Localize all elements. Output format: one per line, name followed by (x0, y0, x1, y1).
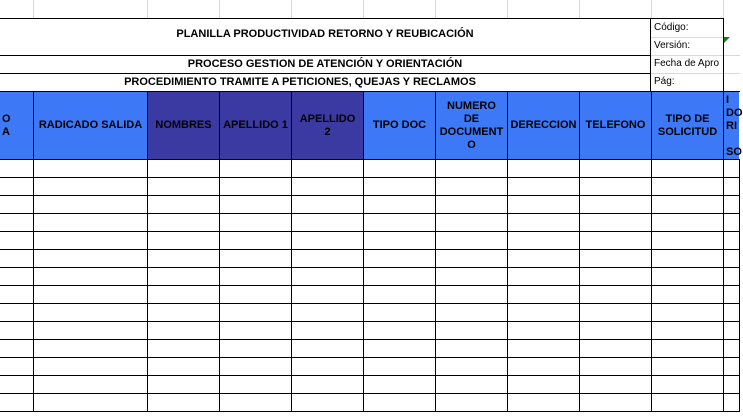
grid-cell[interactable] (724, 358, 740, 376)
grid-cell[interactable] (220, 196, 292, 214)
grid-cell[interactable] (148, 340, 220, 358)
grid-cell[interactable] (292, 232, 364, 250)
grid-cell[interactable] (508, 160, 580, 178)
grid-cell[interactable] (0, 196, 34, 214)
grid-cell[interactable] (364, 340, 436, 358)
grid-cell[interactable] (724, 394, 740, 412)
meta-fecha: Fecha de Apro (654, 58, 720, 69)
grid-cell[interactable] (508, 268, 580, 286)
column-header-4[interactable]: APELLIDO 1 (220, 92, 291, 159)
grid-cell[interactable] (34, 304, 148, 322)
column-header-8[interactable]: DERECCION (508, 92, 579, 159)
grid-cell[interactable] (292, 250, 364, 268)
grid-cell[interactable] (508, 178, 580, 196)
grid-cell[interactable] (436, 250, 508, 268)
grid-cell[interactable] (508, 214, 580, 232)
column-header-1[interactable]: O A (0, 92, 33, 159)
grid-cell[interactable] (0, 214, 34, 232)
grid-cell[interactable] (652, 160, 724, 178)
grid-cell[interactable] (580, 160, 652, 178)
grid-cell[interactable] (436, 394, 508, 412)
grid-cell[interactable] (220, 394, 292, 412)
grid-cell[interactable] (508, 304, 580, 322)
grid-cell[interactable] (508, 322, 580, 340)
grid-cell[interactable] (436, 304, 508, 322)
grid-cell[interactable] (148, 178, 220, 196)
grid-cell[interactable] (652, 250, 724, 268)
grid-cell[interactable] (724, 214, 740, 232)
grid-cell[interactable] (0, 358, 34, 376)
grid-cell[interactable] (220, 340, 292, 358)
grid-cell[interactable] (34, 232, 148, 250)
grid-cell[interactable] (580, 322, 652, 340)
grid-cell[interactable] (292, 376, 364, 394)
column-header-7[interactable]: NUMERO DE DOCUMENT O (436, 92, 507, 159)
grid-cell[interactable] (148, 196, 220, 214)
grid-cell[interactable] (436, 268, 508, 286)
grid-cell[interactable] (220, 322, 292, 340)
grid-cell[interactable] (292, 358, 364, 376)
grid-cell[interactable] (34, 196, 148, 214)
grid-cell[interactable] (364, 394, 436, 412)
grid-cell[interactable] (364, 196, 436, 214)
grid-cell[interactable] (652, 340, 724, 358)
grid-cell[interactable] (508, 196, 580, 214)
grid-cell[interactable] (364, 268, 436, 286)
grid-cell[interactable] (220, 358, 292, 376)
header-separator (147, 92, 148, 159)
grid-cell[interactable] (0, 178, 34, 196)
grid-cell[interactable] (580, 358, 652, 376)
grid-cell[interactable] (148, 160, 220, 178)
grid-cell[interactable] (508, 376, 580, 394)
grid-cell[interactable] (292, 196, 364, 214)
header-separator (33, 92, 34, 159)
column-header-6[interactable]: TIPO DOC (364, 92, 435, 159)
grid-cell[interactable] (580, 394, 652, 412)
column-header-3[interactable]: NOMBRES (148, 92, 219, 159)
grid-cell[interactable] (652, 394, 724, 412)
grid-cell[interactable] (220, 214, 292, 232)
grid-cell[interactable] (724, 250, 740, 268)
cell-comment-marker (724, 37, 730, 43)
grid-cell[interactable] (364, 250, 436, 268)
grid-cell[interactable] (364, 286, 436, 304)
grid-cell[interactable] (364, 304, 436, 322)
grid-cell[interactable] (652, 286, 724, 304)
header-separator (651, 92, 652, 159)
grid-cell[interactable] (508, 340, 580, 358)
grid-cell[interactable] (220, 376, 292, 394)
grid-cell[interactable] (652, 304, 724, 322)
title-proceso: PROCESO GESTION DE ATENCIÓN Y ORIENTACIÓN (187, 58, 463, 70)
grid-cell[interactable] (292, 340, 364, 358)
grid-cell[interactable] (724, 304, 740, 322)
grid-cell[interactable] (508, 250, 580, 268)
grid-cell[interactable] (724, 196, 740, 214)
grid-cell[interactable] (724, 376, 740, 394)
grid-cell[interactable] (580, 214, 652, 232)
grid-cell[interactable] (34, 250, 148, 268)
column-header-10[interactable]: TIPO DE SOLICITUD (652, 92, 723, 159)
header-separator (219, 92, 220, 159)
header-separator (363, 92, 364, 159)
grid-cell[interactable] (148, 250, 220, 268)
grid-cell[interactable] (436, 214, 508, 232)
grid-cell[interactable] (508, 394, 580, 412)
grid-cell[interactable] (0, 322, 34, 340)
grid-cell[interactable] (34, 358, 148, 376)
grid-cell[interactable] (580, 250, 652, 268)
meta-version: Versión: (654, 40, 691, 51)
grid-cell[interactable] (220, 304, 292, 322)
grid-cell[interactable] (580, 268, 652, 286)
grid-cell[interactable] (724, 340, 740, 358)
grid-cell[interactable] (148, 268, 220, 286)
grid-cell[interactable] (652, 268, 724, 286)
grid-cell[interactable] (724, 268, 740, 286)
grid-cell[interactable] (364, 160, 436, 178)
grid-cell[interactable] (0, 268, 34, 286)
grid-cell[interactable] (220, 250, 292, 268)
grid-cell[interactable] (364, 232, 436, 250)
column-header-5[interactable]: APELLIDO 2 (292, 92, 363, 159)
header-separator (723, 92, 724, 159)
grid-cell[interactable] (0, 286, 34, 304)
column-header-9[interactable]: TELEFONO (580, 92, 651, 159)
grid-cell[interactable] (0, 250, 34, 268)
grid-cell[interactable] (436, 160, 508, 178)
grid-cell[interactable] (652, 214, 724, 232)
grid-cell[interactable] (34, 160, 148, 178)
grid-cell[interactable] (220, 178, 292, 196)
grid-cell[interactable] (34, 178, 148, 196)
grid-cell[interactable] (34, 322, 148, 340)
grid-cell[interactable] (0, 232, 34, 250)
grid-cell[interactable] (148, 394, 220, 412)
grid-cell[interactable] (148, 376, 220, 394)
grid-cell[interactable] (436, 322, 508, 340)
header-separator (579, 92, 580, 159)
grid-cell[interactable] (34, 376, 148, 394)
grid-cell[interactable] (364, 322, 436, 340)
header-separator (291, 92, 292, 159)
grid-cell[interactable] (292, 178, 364, 196)
grid-cell[interactable] (436, 358, 508, 376)
grid-cell[interactable] (0, 304, 34, 322)
grid-cell[interactable] (580, 304, 652, 322)
title-procedimiento: PROCEDIMIENTO TRAMITE A PETICIONES, QUEJAS Y RECLAMOS (124, 76, 476, 88)
grid-cell[interactable] (724, 232, 740, 250)
grid-cell[interactable] (580, 196, 652, 214)
grid-cell[interactable] (580, 286, 652, 304)
grid-cell[interactable] (580, 376, 652, 394)
grid-cell[interactable] (292, 160, 364, 178)
grid-cell[interactable] (220, 160, 292, 178)
grid-cell[interactable] (220, 268, 292, 286)
grid-cell[interactable] (148, 286, 220, 304)
grid-cell[interactable] (34, 268, 148, 286)
grid-cell[interactable] (34, 340, 148, 358)
form-border-row1 (0, 55, 650, 56)
grid-cell[interactable] (724, 160, 740, 178)
column-header-11[interactable]: I DO RI SO (726, 94, 743, 158)
grid-cell[interactable] (34, 214, 148, 232)
sheet-top-row (0, 0, 740, 18)
grid-cell[interactable] (0, 340, 34, 358)
form-border-top (0, 18, 723, 19)
grid-cell[interactable] (580, 340, 652, 358)
grid-cell[interactable] (364, 178, 436, 196)
grid-cell[interactable] (652, 358, 724, 376)
grid-cell[interactable] (724, 322, 740, 340)
grid-cell[interactable] (508, 232, 580, 250)
grid-cell[interactable] (508, 286, 580, 304)
meta-codigo: Código: (654, 22, 689, 33)
grid-cell[interactable] (148, 214, 220, 232)
grid-cell[interactable] (148, 358, 220, 376)
meta-pag: Pág: (654, 76, 675, 87)
grid-cell[interactable] (292, 214, 364, 232)
form-border-row2 (0, 73, 650, 74)
column-header-2[interactable]: RADICADO SALIDA (34, 92, 147, 159)
grid-cell[interactable] (436, 376, 508, 394)
grid-cell[interactable] (0, 394, 34, 412)
grid-cell[interactable] (148, 232, 220, 250)
grid-cell[interactable] (364, 214, 436, 232)
grid-cell[interactable] (292, 268, 364, 286)
grid-cell[interactable] (580, 178, 652, 196)
grid-cell[interactable] (652, 232, 724, 250)
grid-cell[interactable] (652, 376, 724, 394)
grid-cell[interactable] (508, 358, 580, 376)
grid-cell[interactable] (364, 376, 436, 394)
grid-cell[interactable] (292, 322, 364, 340)
grid-cell[interactable] (0, 376, 34, 394)
header-separator (507, 92, 508, 159)
grid-cell[interactable] (220, 286, 292, 304)
grid-cell[interactable] (652, 196, 724, 214)
grid-cell[interactable] (292, 304, 364, 322)
grid-cell[interactable] (148, 322, 220, 340)
grid-cell[interactable] (34, 394, 148, 412)
grid-cell[interactable] (580, 232, 652, 250)
grid-cell[interactable] (436, 196, 508, 214)
grid-cell[interactable] (148, 304, 220, 322)
grid-cell[interactable] (724, 286, 740, 304)
grid-cell[interactable] (436, 178, 508, 196)
grid-cell[interactable] (364, 358, 436, 376)
title-planilla: PLANILLA PRODUCTIVIDAD RETORNO Y REUBICACIÓN (176, 28, 474, 40)
grid-cell[interactable] (292, 286, 364, 304)
grid-cell[interactable] (724, 178, 740, 196)
grid-cell[interactable] (652, 178, 724, 196)
grid-cell[interactable] (292, 394, 364, 412)
header-separator (435, 92, 436, 159)
grid-cell[interactable] (652, 322, 724, 340)
grid-cell[interactable] (0, 160, 34, 178)
grid-cell[interactable] (436, 340, 508, 358)
grid-cell[interactable] (34, 286, 148, 304)
grid-cell[interactable] (436, 232, 508, 250)
grid-cell[interactable] (436, 286, 508, 304)
grid-cell[interactable] (220, 232, 292, 250)
